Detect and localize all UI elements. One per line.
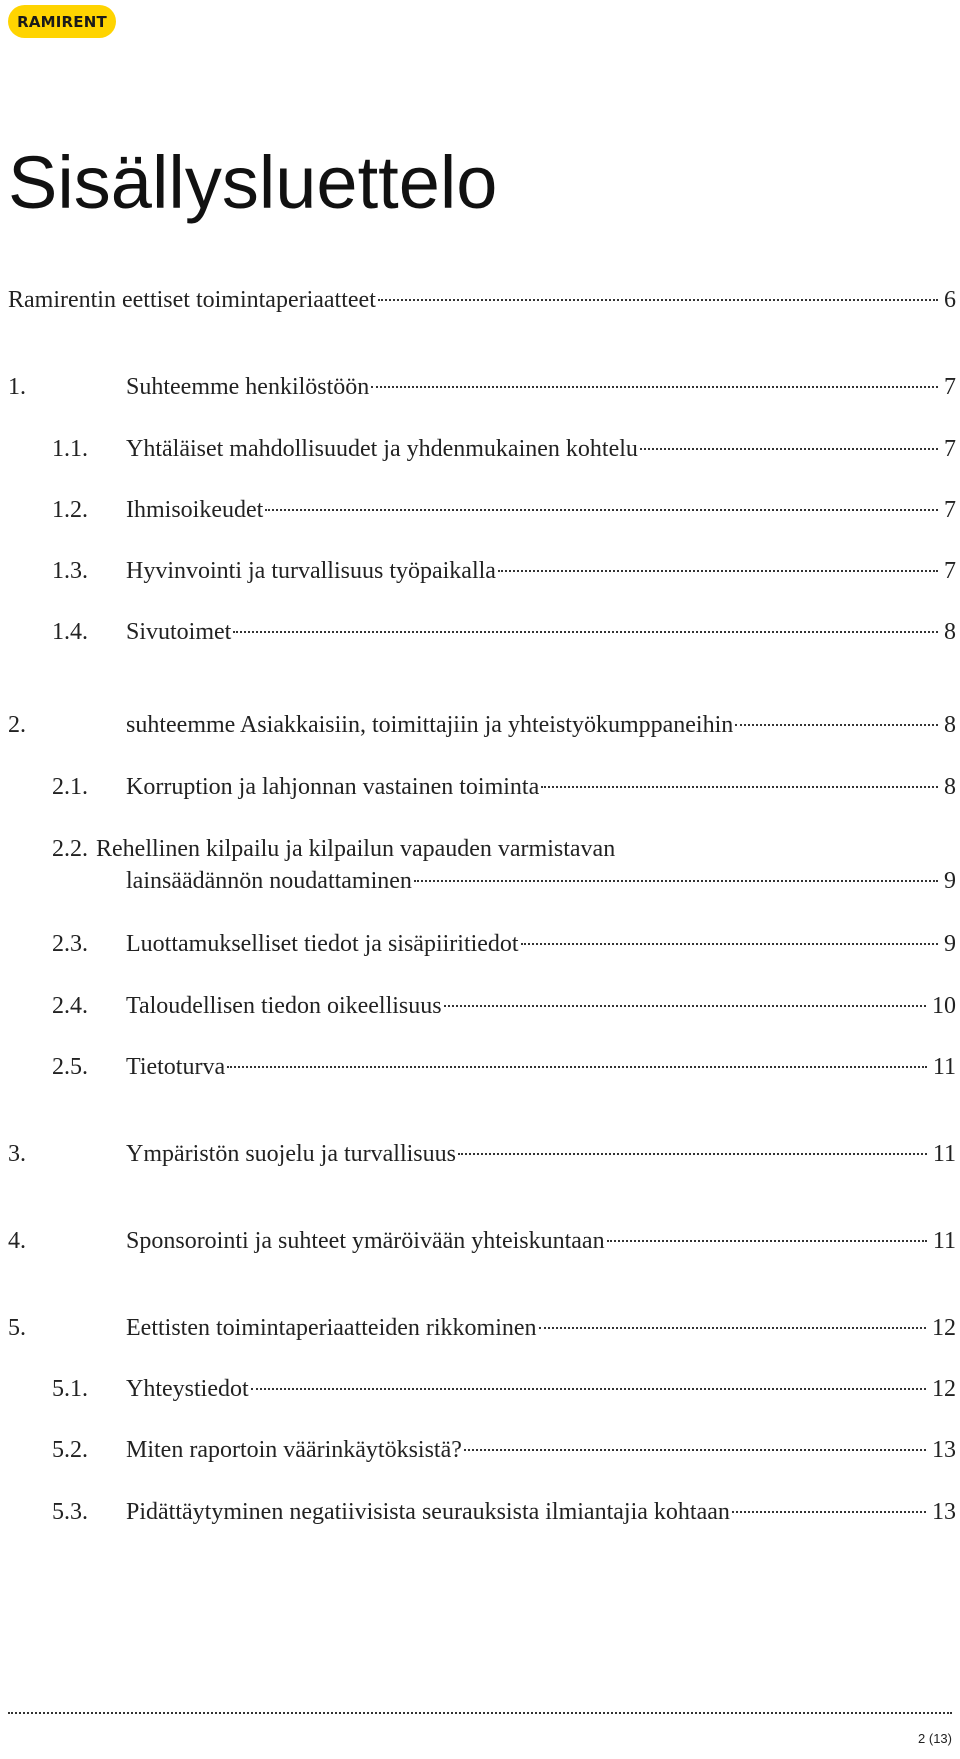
toc-entry-number: 2. [8,712,26,738]
toc-entry-label: Tietoturva [126,1054,226,1080]
toc-entry-label: Rehellinen kilpailu ja kilpailun vapauden varmistavan [96,836,616,862]
toc-entry-number: 1.2. [52,497,88,523]
toc-leader [640,447,938,450]
toc-entry-label: Yhteystiedot [126,1376,249,1402]
toc-entry-page: 11 [932,1054,956,1080]
toc-entry[interactable] [8,1371,956,1411]
toc-entry-page: 13 [932,1437,956,1463]
toc-leader [265,508,938,511]
toc-entry[interactable] [8,1494,956,1534]
toc-entry-number: 1.4. [52,619,88,645]
toc-entry-label: Hyvinvointi ja turvallisuus työpaikalla [126,558,496,584]
toc-entry-page: 7 [944,374,956,400]
toc-entry-number: 5.1. [52,1376,88,1402]
toc-leader [444,1004,926,1007]
page-number: 2 (13) [918,1731,952,1746]
toc-entry-number: 1.1. [52,436,88,462]
toc-entry-line1 [52,833,615,865]
toc-entry-number: 5.2. [52,1437,88,1463]
toc-entry-page: 7 [944,558,956,584]
toc-leader [464,1448,926,1451]
toc-entry-page: 11 [932,1228,956,1254]
toc-entry[interactable] [8,1432,956,1472]
toc-entry[interactable] [8,1049,956,1089]
toc-entry-page: 11 [932,1141,956,1167]
toc-entry-page: 12 [932,1315,956,1341]
toc-entry-label: Taloudellisen tiedon oikeellisuus [126,993,442,1019]
toc-entry-number: 1. [8,374,26,400]
toc-entry-number: 5. [8,1315,26,1341]
toc-entry-page: 7 [944,436,956,462]
toc-entry-label: Sponsorointi ja suhteet ymäröivään yhteiskuntaan [126,1228,605,1254]
toc-entry-page: 9 [944,931,956,957]
toc-entry-label: Pidättäytyminen negatiivisista seurauksista ilmiantajia kohtaan [126,1499,730,1525]
toc-entry-page: 9 [944,868,956,894]
toc-entry-page: 12 [932,1376,956,1402]
toc-entry[interactable] [8,833,956,899]
toc-entry-number: 1.3. [52,558,88,584]
toc-leader [371,385,938,388]
toc-entry-number: 3. [8,1141,26,1167]
ramirent-logo [8,5,116,38]
toc-entry-page: 8 [944,619,956,645]
toc-leader [607,1239,927,1242]
toc-entry-page: 13 [932,1499,956,1525]
logo-text: RAMIRENT [17,12,107,31]
toc-entry[interactable] [8,369,956,409]
toc-entry-label: Miten raportoin väärinkäytöksistä? [126,1437,462,1463]
toc-entry-label: Ramirentin eettiset toimintaperiaatteet [8,287,376,313]
toc-entry-number: 2.1. [52,774,88,800]
toc-entry-label: Ympäristön suojelu ja turvallisuus [126,1141,456,1167]
footer-divider [8,1712,952,1714]
toc-entry[interactable] [8,1310,956,1350]
page-title: Sisällysluettelo [8,141,498,224]
toc-leader [498,569,938,572]
toc-leader [378,298,938,301]
toc-entry-line2 [126,865,956,897]
toc-entry-label: Eettisten toimintaperiaatteiden rikkominen [126,1315,537,1341]
toc-entry-label: Yhtäläiset mahdollisuudet ja yhdenmukainen kohtelu [126,436,638,462]
toc-entry[interactable] [8,282,956,322]
toc-leader [458,1152,927,1155]
toc-entry[interactable] [8,926,956,966]
toc-leader [539,1326,926,1329]
toc-leader [735,723,938,726]
toc-leader [233,630,938,633]
toc-leader [732,1510,926,1513]
toc-entry-page: 8 [944,712,956,738]
toc-entry[interactable] [8,769,956,809]
toc-entry-page: 7 [944,497,956,523]
toc-leader [251,1387,926,1390]
toc-entry[interactable] [8,1136,956,1176]
toc-entry-label: suhteemme Asiakkaisiin, toimittajiin ja yhteistyökumppaneihin [126,712,734,738]
toc-entry-page: 8 [944,774,956,800]
toc-entry[interactable] [8,553,956,593]
toc-entry-number: 2.2. [52,836,88,862]
toc-leader [521,942,938,945]
toc-entry-number: 5.3. [52,1499,88,1525]
toc-entry[interactable] [8,492,956,532]
toc-entry-label: Sivutoimet [126,619,232,645]
toc-leader [414,879,938,882]
toc-entry-label-continued: lainsäädännön noudattaminen [126,868,412,894]
toc-entry-number: 2.3. [52,931,88,957]
toc-entry-label: Korruption ja lahjonnan vastainen toiminta [126,774,540,800]
toc-entry[interactable] [8,431,956,471]
toc-entry[interactable] [8,614,956,654]
toc-entry-number: 2.5. [52,1054,88,1080]
toc-entry-page: 6 [944,287,956,313]
toc-leader [227,1065,927,1068]
toc-entry-label: Suhteemme henkilöstöön [126,374,370,400]
toc-entry-number: 4. [8,1228,26,1254]
toc-entry[interactable] [8,1223,956,1263]
toc-entry[interactable] [8,707,956,747]
toc-entry[interactable] [8,988,956,1028]
toc-entry-label: Luottamukselliset tiedot ja sisäpiiritiedot [126,931,519,957]
toc-entry-number: 2.4. [52,993,88,1019]
toc-entry-page: 10 [932,993,956,1019]
toc-entry-label: Ihmisoikeudet [126,497,264,523]
toc-leader [541,785,938,788]
